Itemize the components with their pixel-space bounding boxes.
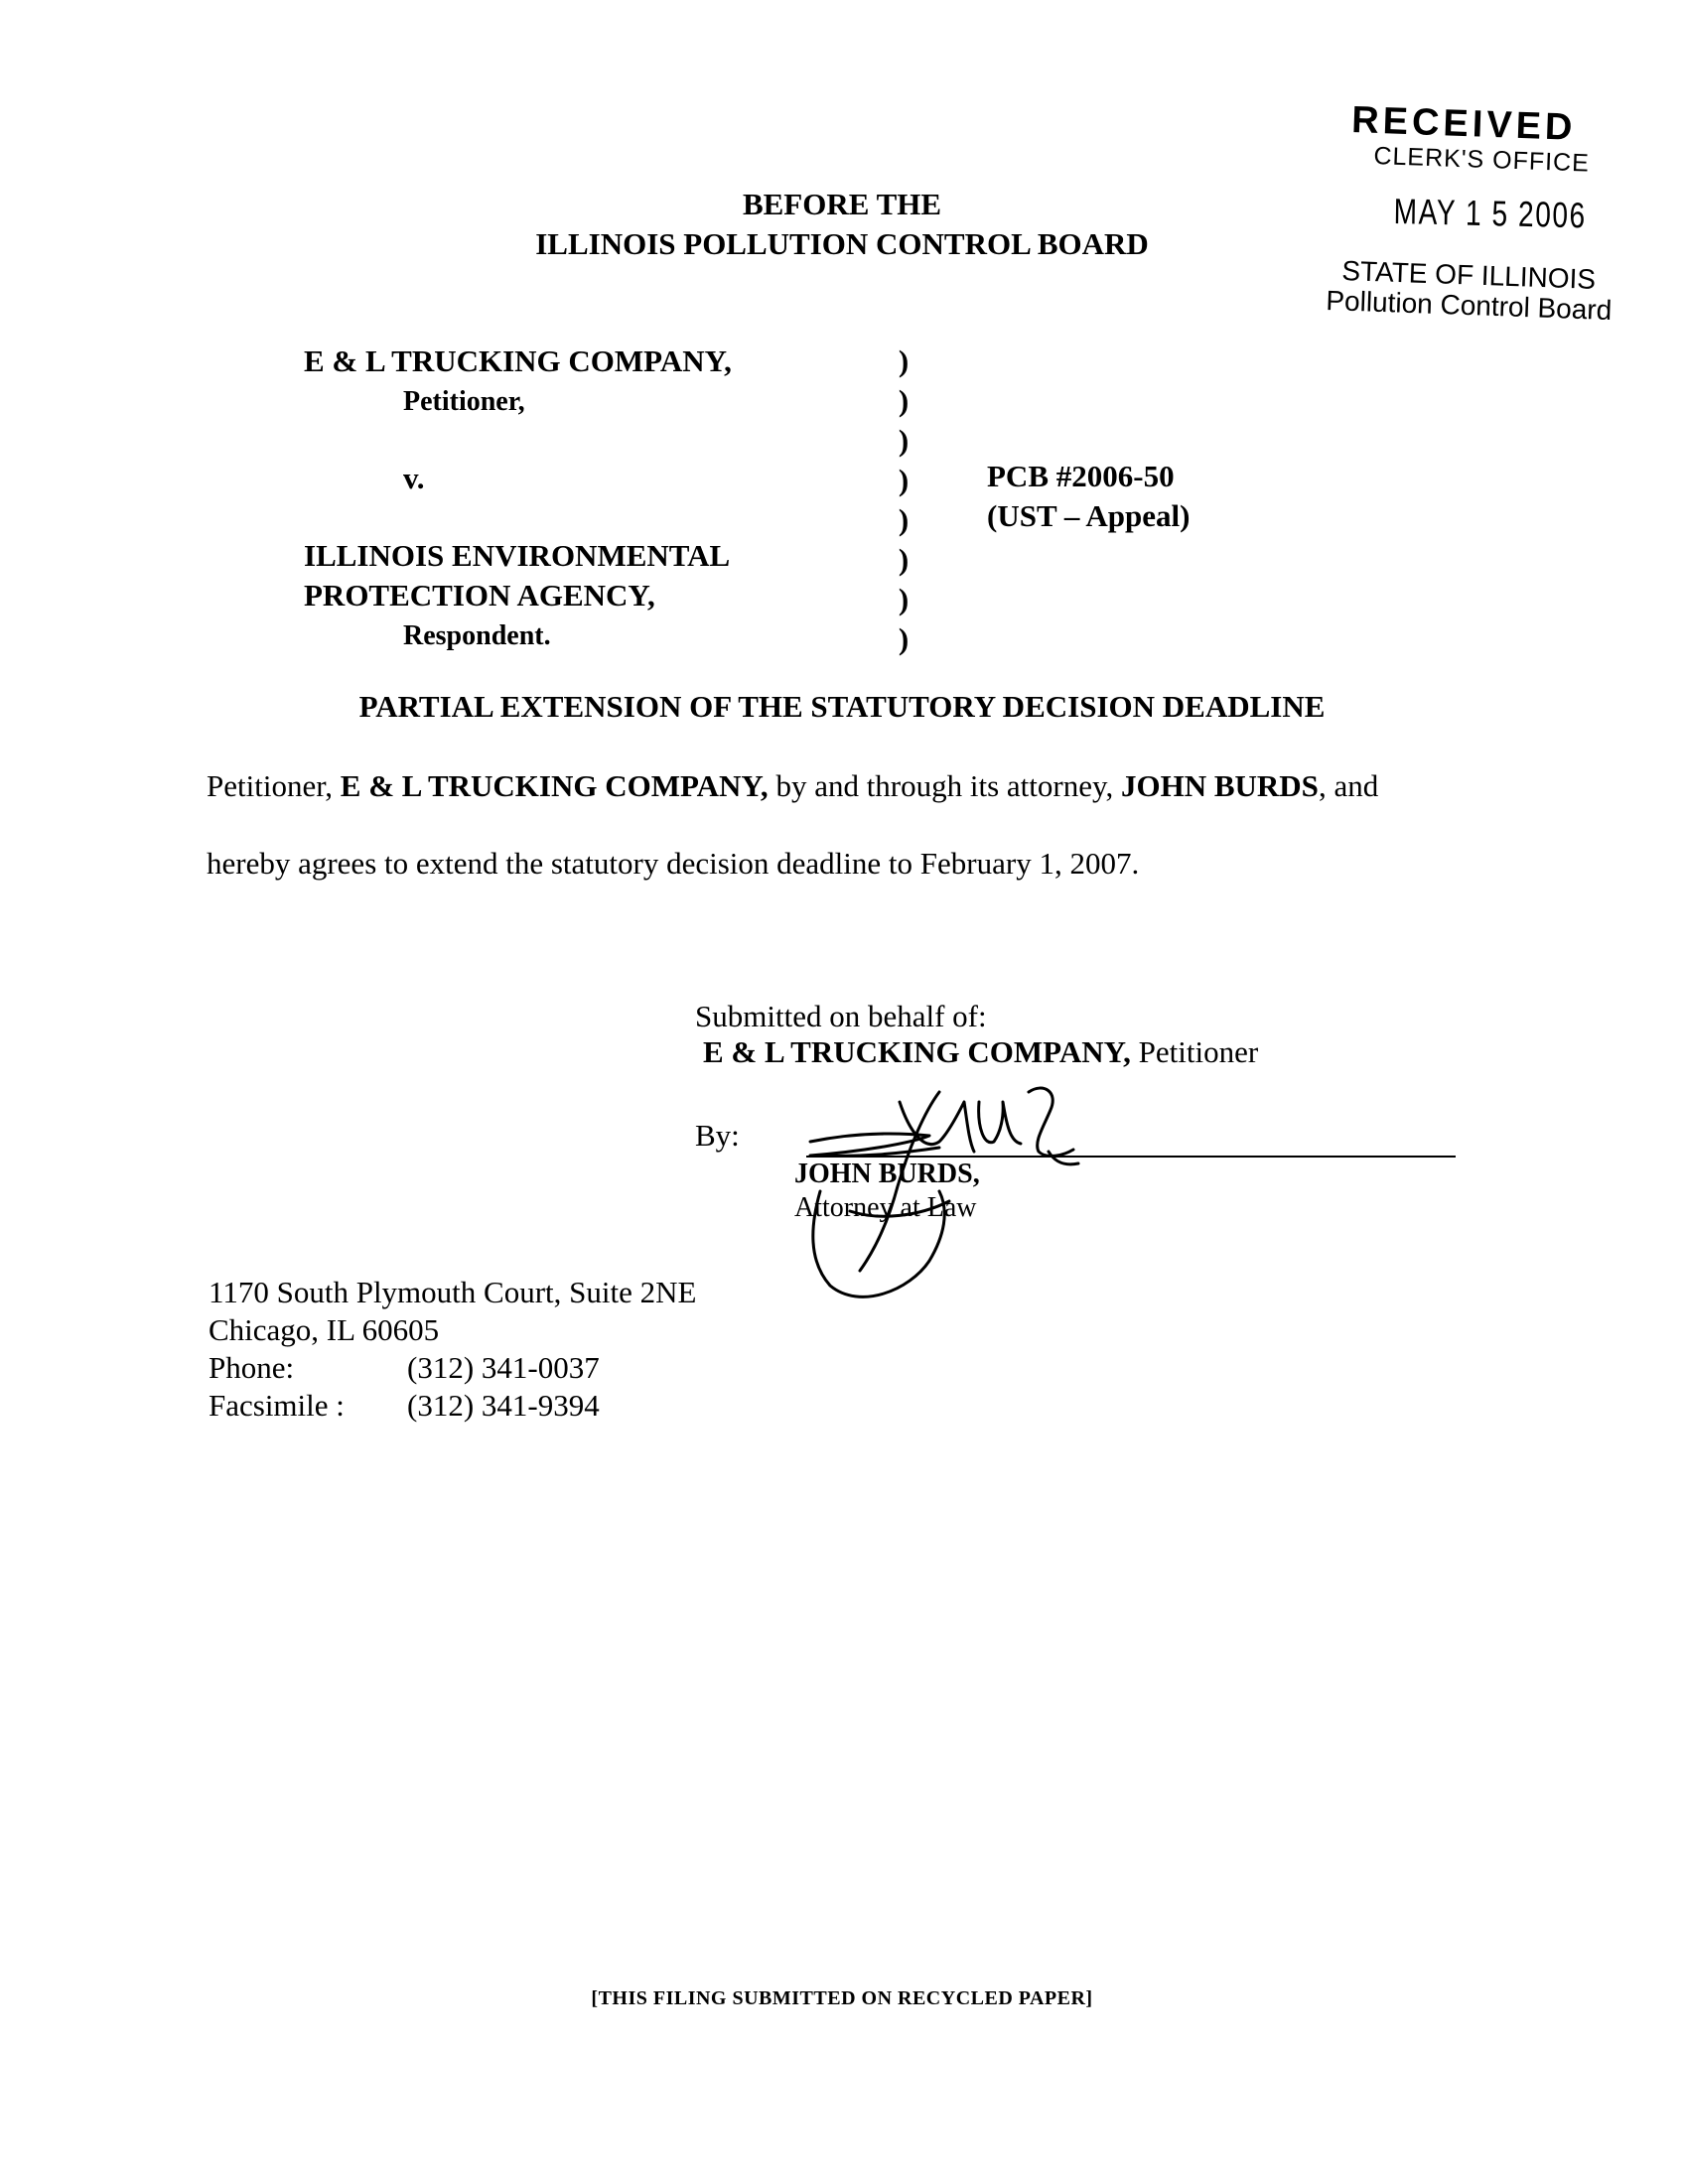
caption-paren: ) bbox=[898, 582, 910, 616]
recycled-paper-footer: [THIS FILING SUBMITTED ON RECYCLED PAPER] bbox=[591, 1987, 1093, 2009]
phone-label: Phone: bbox=[209, 1350, 295, 1385]
caption-paren: ) bbox=[898, 502, 910, 537]
body-text: , and bbox=[1318, 768, 1379, 803]
address-street: 1170 South Plymouth Court, Suite 2NE bbox=[209, 1275, 697, 1309]
submitted-on-behalf: Submitted on behalf of: bbox=[695, 999, 987, 1033]
petitioner-name: E & L TRUCKING COMPANY, bbox=[304, 343, 732, 378]
stamp-date: MAY 1 5 2006 bbox=[1393, 191, 1588, 236]
case-type: (UST – Appeal) bbox=[987, 498, 1191, 533]
stamp-clerks-office: CLERK'S OFFICE bbox=[1373, 142, 1591, 178]
submitted-company-role: Petitioner bbox=[1130, 1034, 1259, 1069]
respondent-line2: PROTECTION AGENCY, bbox=[304, 578, 655, 613]
header-before-the: BEFORE THE bbox=[742, 187, 942, 221]
fax-label: Facsimile : bbox=[209, 1388, 345, 1423]
attorney-name: JOHN BURDS, bbox=[794, 1159, 980, 1189]
caption-paren: ) bbox=[898, 463, 910, 497]
caption-paren: ) bbox=[898, 383, 910, 418]
fax-number: (312) 341-9394 bbox=[407, 1388, 600, 1423]
handwritten-signature bbox=[790, 1072, 1088, 1310]
petitioner-role: Petitioner, bbox=[403, 386, 525, 417]
body-paragraph-line2: hereby agrees to extend the statutory decision deadline to February 1, 2007. bbox=[207, 846, 1140, 881]
document-title: PARTIAL EXTENSION OF THE STATUTORY DECISION DEADLINE bbox=[358, 689, 1326, 724]
case-number: PCB #2006-50 bbox=[987, 459, 1175, 493]
address-city: Chicago, IL 60605 bbox=[209, 1312, 440, 1347]
submitted-company-name: E & L TRUCKING COMPANY, bbox=[703, 1034, 1131, 1069]
stamp-state: STATE OF ILLINOIS bbox=[1340, 255, 1597, 295]
body-petitioner-name: E & L TRUCKING COMPANY, bbox=[340, 768, 769, 803]
body-paragraph-line1 bbox=[207, 766, 1378, 806]
by-label: By: bbox=[695, 1118, 740, 1153]
caption-paren: ) bbox=[898, 343, 910, 378]
submitted-company bbox=[703, 1032, 1258, 1072]
respondent-role: Respondent. bbox=[403, 620, 551, 651]
body-text: Petitioner, bbox=[207, 768, 341, 803]
versus: v. bbox=[403, 461, 425, 495]
phone-number: (312) 341-0037 bbox=[407, 1350, 600, 1385]
stamp-received: RECEIVED bbox=[1350, 99, 1578, 149]
body-text: by and through its attorney, bbox=[768, 768, 1121, 803]
body-attorney-name: JOHN BURDS bbox=[1120, 768, 1319, 803]
header-board-name: ILLINOIS POLLUTION CONTROL BOARD bbox=[535, 226, 1149, 261]
attorney-title: Attorney at Law bbox=[794, 1192, 977, 1223]
respondent-line1: ILLINOIS ENVIRONMENTAL bbox=[304, 538, 731, 573]
caption-paren: ) bbox=[898, 621, 910, 656]
caption-paren: ) bbox=[898, 423, 910, 458]
stamp-board: Pollution Control Board bbox=[1325, 285, 1613, 327]
caption-paren: ) bbox=[898, 542, 910, 577]
